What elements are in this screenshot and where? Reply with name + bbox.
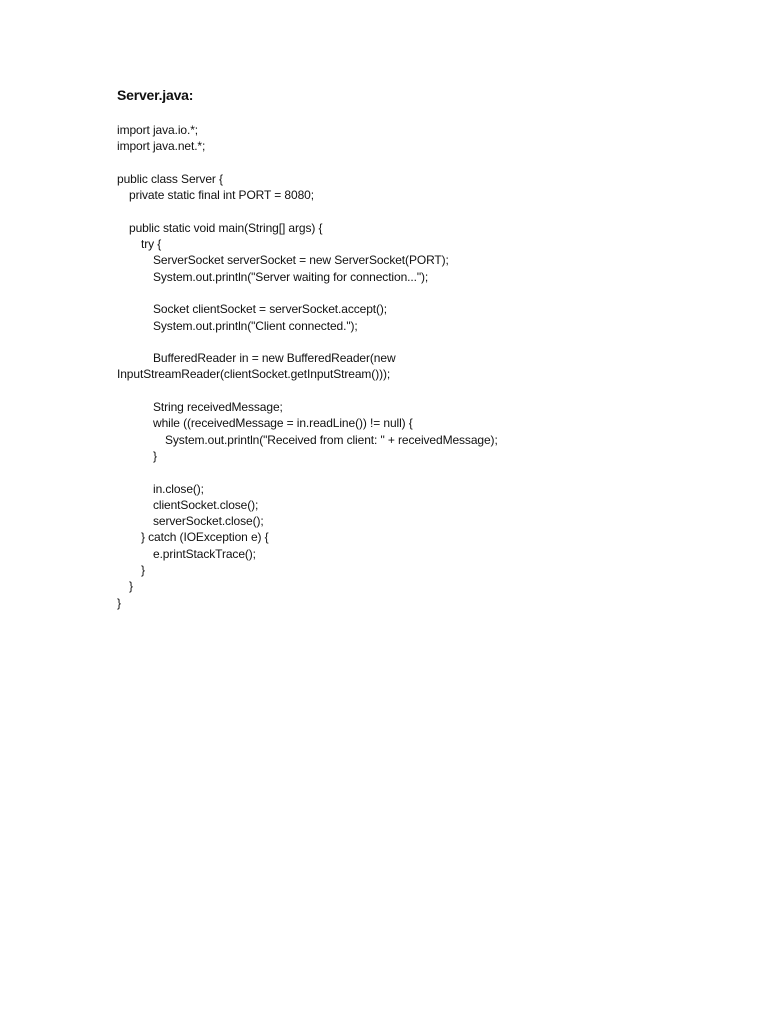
code-line: in.close();	[153, 481, 204, 496]
code-line: import java.net.*;	[117, 139, 206, 154]
code-block	[117, 122, 737, 611]
code-line: BufferedReader in = new BufferedReader(new	[153, 351, 396, 366]
code-line: while ((receivedMessage = in.readLine()) != null) {	[153, 416, 413, 431]
code-line: }	[129, 579, 133, 594]
code-line: import java.io.*;	[117, 123, 198, 137]
code-line	[117, 334, 737, 350]
code-line: System.out.println("Client connected.");	[153, 318, 358, 333]
code-line: clientSocket.close();	[153, 497, 259, 512]
code-line: System.out.println("Server waiting for connection...");	[153, 269, 429, 284]
document-title: Server.java:	[117, 87, 194, 103]
code-line: public static void main(String[] args) {	[129, 220, 323, 235]
code-line	[117, 464, 737, 480]
code-line: e.printStackTrace();	[153, 546, 256, 561]
code-line: }	[117, 595, 121, 610]
code-line	[117, 155, 737, 171]
code-line: try {	[141, 237, 162, 252]
code-line: private static final int PORT = 8080;	[129, 188, 314, 203]
code-line: public class Server {	[117, 171, 223, 186]
code-line: } catch (IOException e) {	[141, 530, 269, 545]
code-line: ServerSocket serverSocket = new ServerSocket(PORT);	[153, 253, 449, 268]
code-line: serverSocket.close();	[153, 514, 264, 529]
code-line: String receivedMessage;	[153, 400, 283, 415]
code-line: }	[141, 563, 145, 578]
code-line	[117, 383, 737, 399]
code-line: InputStreamReader(clientSocket.getInputStream()));	[117, 367, 391, 382]
code-line: Socket clientSocket = serverSocket.accept();	[153, 302, 388, 317]
code-line	[117, 203, 737, 219]
code-line: }	[153, 448, 157, 463]
code-line: System.out.println("Received from client: " + receivedMessage);	[165, 432, 498, 447]
code-line	[117, 285, 737, 301]
